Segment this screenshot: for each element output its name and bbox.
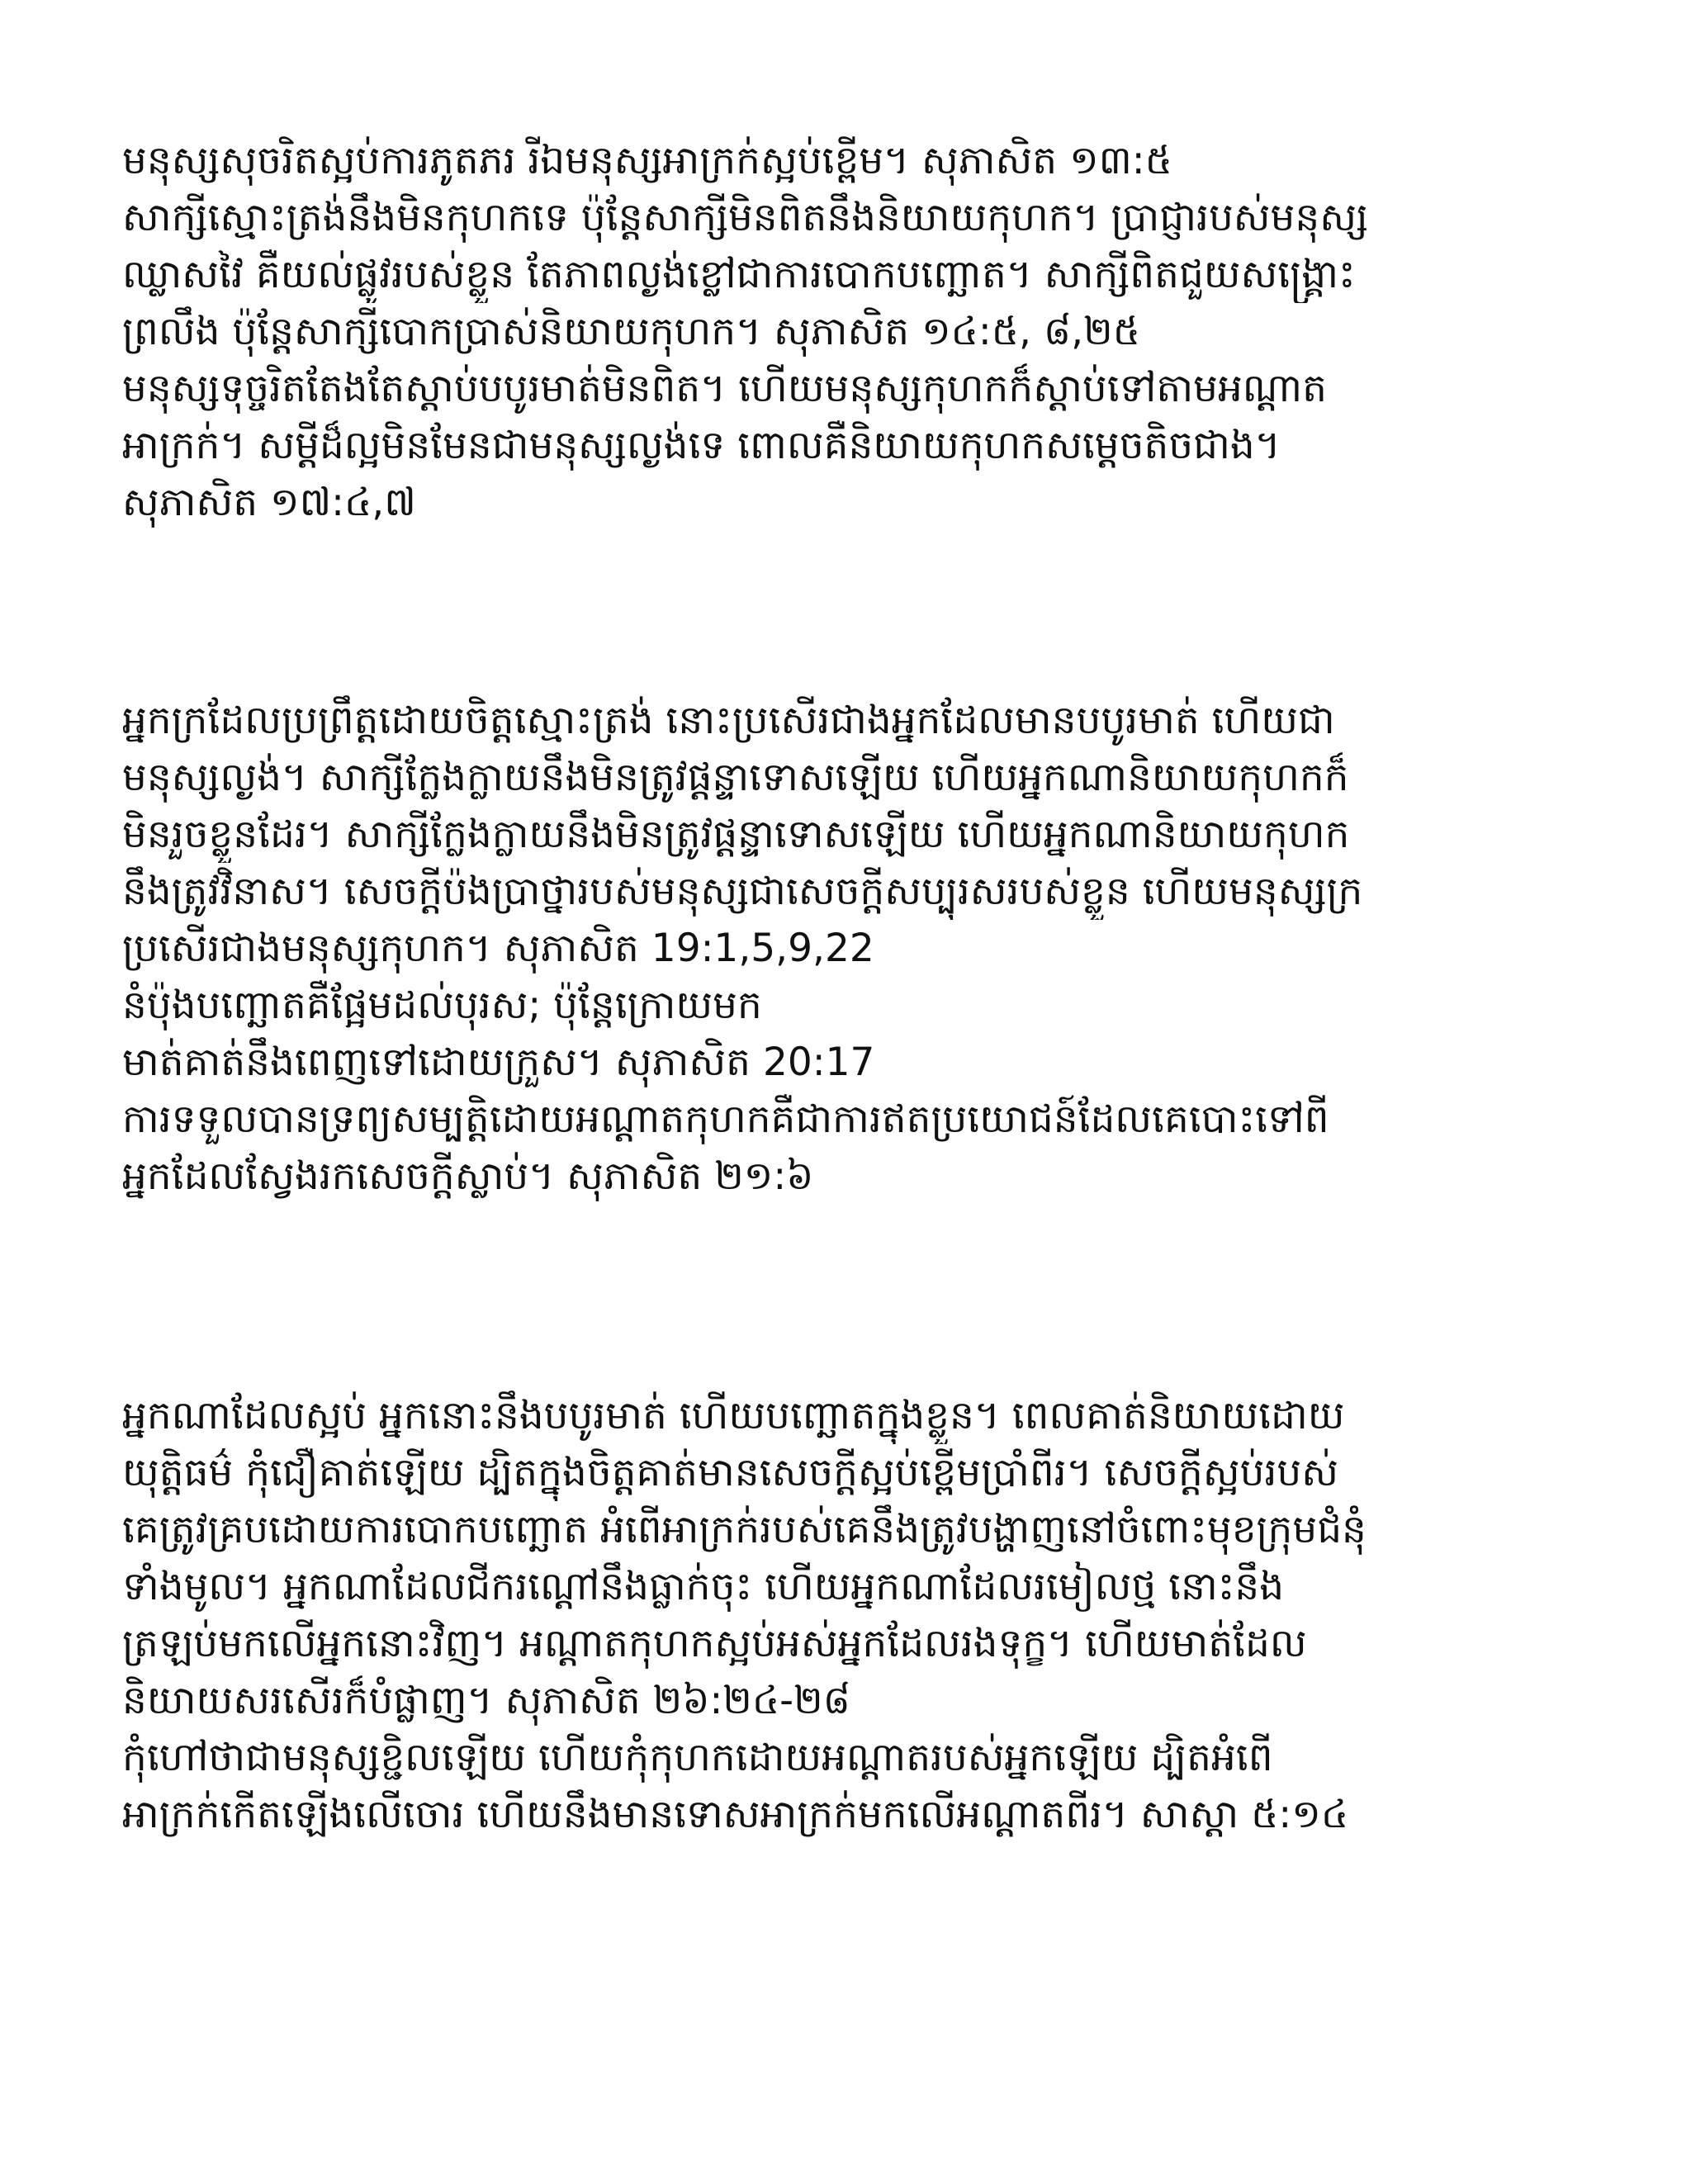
text-line: កុំហៅថាជាមនុស្សខ្ជិលឡើយ ហើយកុំកុហកដោយអណ្ដាតរបស់អ្នកឡើយ ដ្បិតអំពើ (122, 1735, 1273, 1780)
text-line: អ្នកណាដែលស្អប់ អ្នកនោះនឹងបបូរមាត់ ហើយបញ្ឆោតក្នុងខ្លួន។ ពេលគាត់និយាយដោយ (122, 1393, 1345, 1438)
text-line: អ្នកដែលស្វែងរកសេចក្ដីស្លាប់។ សុភាសិត ២១:៦ (122, 1154, 814, 1199)
text-line: មនុស្សល្ងង់។ សាក្សីក្លែងក្លាយនឹងមិនត្រូវផ្ដន្ទាទោសឡើយ ហើយអ្នកណានិយាយកុហកក៏ (122, 755, 1349, 800)
paragraph-2 (122, 692, 1575, 1205)
text-line: អាក្រក់កើតឡើងលើចោរ ហើយនឹងមានទោសអាក្រក់មកលើអណ្ដាតពីរ។ សាស្ដា ៥:១៤ (122, 1792, 1349, 1837)
text-line: ព្រលឹង ប៉ុន្តែសាក្សីបោកប្រាស់និយាយកុហក។ សុភាសិត ១៤:៥, ៨,២៥ (122, 309, 1140, 354)
text-line: ទាំងមូល។ អ្នកណាដែលជីករណ្ដៅនឹងធ្លាក់ចុះ ហើយអ្នកណាដែលរមៀលថ្ម នោះនឹង (122, 1564, 1285, 1609)
text-line: នំប៉ុងបញ្ឆោតគឺផ្អែមដល់បុរស; ប៉ុន្តែក្រោយមក (122, 983, 762, 1028)
text-line: ប្រសើរជាងមនុស្សកុហក។ សុភាសិត 19:1,5,9,22 (122, 926, 874, 971)
text-line: នឹងត្រូវវិនាស។ សេចក្ដីប៉ងប្រាថ្នារបស់មនុស្សជាសេចក្ដីសប្បុរសរបស់ខ្លួន ហើយមនុស្សក្រ (122, 869, 1363, 914)
text-line: និយាយសរសើរក៏បំផ្លាញ។ សុភាសិត ២៦:២៤-២៨ (122, 1678, 850, 1723)
text-line: មាត់គាត់នឹងពេញទៅដោយក្រួស។ សុភាសិត 20:17 (122, 1040, 875, 1085)
text-line: មិនរួចខ្លួនដែរ។ សាក្សីក្លែងក្លាយនឹងមិនត្រូវផ្ដន្ទាទោសឡើយ ហើយអ្នកណានិយាយកុហក (122, 812, 1350, 857)
text-line: ការទទួលបានទ្រព្យសម្បត្តិដោយអណ្ដាតកុហកគឺជាការឥតប្រយោជន៍ដែលគេបោះទៅពី (122, 1097, 1329, 1142)
text-line: គេត្រូវគ្របដោយការបោកបញ្ឆោត អំពើអាក្រក់របស់គេនឹងត្រូវបង្ហាញនៅចំពោះមុខក្រុមជំនុំ (122, 1507, 1367, 1552)
text-line: មនុស្សទុច្ចរិតតែងតែស្ដាប់បបូរមាត់មិនពិត។ ហើយមនុស្សកុហកក៏ស្ដាប់ទៅតាមអណ្ដាត (122, 366, 1327, 411)
text-line: មនុស្សសុចរិតស្អប់ការភូតភរ រីឯមនុស្សអាក្រក់ស្អប់ខ្ពើម។ សុភាសិត ១៣:៥ (122, 138, 1172, 183)
text-line: សាក្សីស្មោះត្រង់នឹងមិនកុហកទេ ប៉ុន្តែសាក្សីមិនពិតនឹងនិយាយកុហក។ ប្រាជ្ញារបស់មនុស្ស (122, 195, 1368, 240)
text-line: អ្នកក្រដែលប្រព្រឹត្តដោយចិត្តស្មោះត្រង់ នោះប្រសើរជាងអ្នកដែលមានបបូរមាត់ ហើយជា (122, 698, 1335, 743)
text-line: ឈ្លាសវៃ គឺយល់ផ្លូវរបស់ខ្លួន តែភាពល្ងង់ខ្លៅជាការបោកបញ្ឆោត។ សាក្សីពិតជួយសង្គ្រោះ (122, 252, 1356, 297)
paragraph-3 (122, 1387, 1575, 1843)
text-line: យុត្តិធម៌ កុំជឿគាត់ឡើយ ដ្បិតក្នុងចិត្តគាត់មានសេចក្ដីស្អប់ខ្ពើមប្រាំពីរ។ សេចក្ដីស្អប់របស់ (122, 1450, 1338, 1495)
paragraph-1 (122, 132, 1575, 531)
text-line: អាក្រក់។ សម្ដីដ៏ល្អមិនមែនជាមនុស្សល្ងង់ទេ ពោលគឺនិយាយកុហកសម្ដេចតិចជាង។ (122, 423, 1281, 468)
text-line: ត្រឡប់មកលើអ្នកនោះវិញ។ អណ្ដាតកុហកស្អប់អស់អ្នកដែលរងទុក្ខ។ ហើយមាត់ដែល (122, 1621, 1307, 1666)
text-line: សុភាសិត ១៧:៤,៧ (122, 480, 416, 525)
